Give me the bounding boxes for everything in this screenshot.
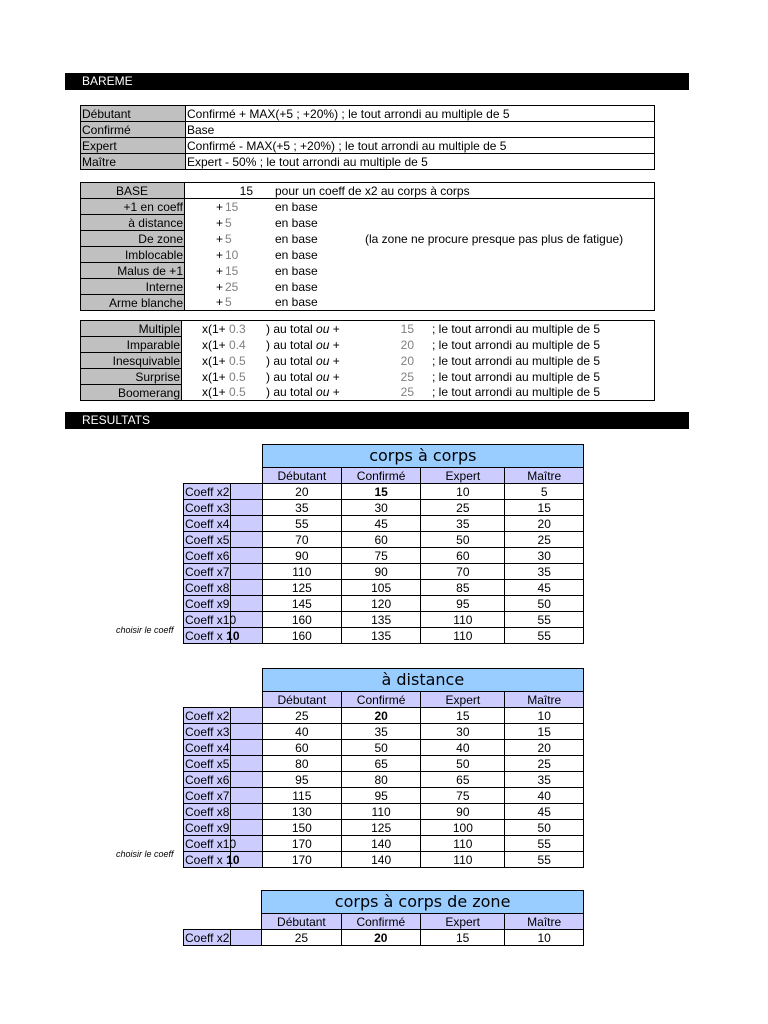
coeff-label: Coeff x2 xyxy=(184,930,262,946)
level-label: Expert xyxy=(81,138,186,154)
column-header: Expert xyxy=(421,692,505,708)
table-row xyxy=(81,353,655,369)
cell-value: 60 xyxy=(262,740,341,756)
base-note: pour un coeff de x2 au corps à corps xyxy=(263,183,655,199)
cell-value: 70 xyxy=(421,564,505,580)
cell-value: 35 xyxy=(505,564,584,580)
cell-value: 65 xyxy=(421,772,505,788)
coeff-label: Coeff x10 xyxy=(184,612,263,628)
cell-value: 90 xyxy=(421,804,505,820)
table-header-row xyxy=(184,914,584,930)
coeff-label: Coeff x2 xyxy=(184,708,263,724)
multiplier-rest: ; le tout arrondi au multiple de 5 xyxy=(432,321,601,336)
cell-value: 130 xyxy=(262,804,341,820)
column-header: Expert xyxy=(420,914,504,930)
table-title-row xyxy=(184,669,584,692)
results-table xyxy=(183,444,584,644)
cell-value: 30 xyxy=(505,548,584,564)
column-header: Débutant xyxy=(262,468,341,484)
modifier-value: 15 xyxy=(225,199,239,214)
cell-value: 60 xyxy=(421,548,505,564)
cell-value: 45 xyxy=(341,516,420,532)
cell-value: 75 xyxy=(341,548,420,564)
level-label: Débutant xyxy=(81,106,186,122)
multiplier-total: 20 xyxy=(400,337,414,352)
table-title-row xyxy=(184,891,584,914)
cell-value: 10 xyxy=(421,484,505,500)
section-header-resultats: RESULTATS xyxy=(65,412,689,429)
table-row: Imblocable + 10 en base xyxy=(81,247,655,263)
table-row xyxy=(81,369,655,385)
cell-value: 140 xyxy=(341,836,420,852)
cell-value: 30 xyxy=(421,724,505,740)
cell-value: 10 xyxy=(505,930,584,946)
coeff-label: Coeff x6 xyxy=(184,772,263,788)
modifier-label: De zone xyxy=(81,231,185,247)
multiplier-prefix: x(1+ xyxy=(202,321,226,336)
cell-value: 110 xyxy=(421,628,505,644)
multiplier-mid: ) au total ou + xyxy=(266,353,340,368)
cell-value: 150 xyxy=(262,820,341,836)
cell-value: 40 xyxy=(421,740,505,756)
table-row: Interne + 25 en base xyxy=(81,279,655,295)
level-label: Maître xyxy=(81,154,186,170)
cell-value: 25 xyxy=(262,708,341,724)
table-row xyxy=(81,385,655,401)
coeff-label: Coeff x8 xyxy=(184,804,263,820)
base-label: BASE xyxy=(81,183,185,199)
results-table xyxy=(183,668,584,868)
cell-value: 70 xyxy=(262,532,341,548)
multiplier-factor: 0.3 xyxy=(229,321,246,336)
multiplier-rest: ; le tout arrondi au multiple de 5 xyxy=(432,337,601,352)
cell-value: 25 xyxy=(505,756,584,772)
cell-value: 35 xyxy=(421,516,505,532)
multiplier-mid: ) au total ou + xyxy=(266,321,340,336)
cell-value: 25 xyxy=(262,930,341,946)
table-row xyxy=(184,484,584,500)
modifier-label: +1 en coeff xyxy=(81,199,185,215)
cell-value: 145 xyxy=(262,596,341,612)
modifier-label: Malus de +1 xyxy=(81,263,185,279)
table-row: à distance + 5 en base xyxy=(81,215,655,231)
table-row xyxy=(184,500,584,516)
table-row xyxy=(184,788,584,804)
coeff-label: Coeff x8 xyxy=(184,580,263,596)
choose-coeff-label: choisir le coeff xyxy=(116,849,174,859)
cell-value: 170 xyxy=(262,836,341,852)
cell-value: 95 xyxy=(262,772,341,788)
cell-value: 80 xyxy=(262,756,341,772)
multipliers-table xyxy=(80,320,655,401)
cell-value: 50 xyxy=(341,740,420,756)
multiplier-label: Imparable xyxy=(81,337,182,353)
multiplier-mid: ) au total ou + xyxy=(266,385,340,400)
column-header: Maître xyxy=(505,692,584,708)
table-row xyxy=(184,836,584,852)
table-row xyxy=(184,740,584,756)
cell-value: 110 xyxy=(341,804,420,820)
coeff-label: Coeff x4 xyxy=(184,740,263,756)
cell-value: 50 xyxy=(421,532,505,548)
cell-value: 35 xyxy=(505,772,584,788)
table-row: Malus de +1 + 15 en base xyxy=(81,263,655,279)
cell-value: 65 xyxy=(341,756,420,772)
column-header: Expert xyxy=(421,468,505,484)
cell-value: 25 xyxy=(505,532,584,548)
table-row xyxy=(81,106,655,122)
results-table xyxy=(183,890,584,946)
results-table-title: corps à corps de zone xyxy=(262,891,584,914)
table-row: De zone + 5 en base (la zone ne procure presque pas plus de fatigue) xyxy=(81,231,655,247)
cell-value: 20 xyxy=(341,708,420,724)
cell-value: 110 xyxy=(421,836,505,852)
column-header: Confirmé xyxy=(341,468,420,484)
cell-value: 120 xyxy=(341,596,420,612)
modifier-label: Arme blanche xyxy=(81,295,185,311)
coeff-label: Coeff x5 xyxy=(184,756,263,772)
cell-value: 15 xyxy=(341,484,420,500)
cell-value: 55 xyxy=(262,516,341,532)
cell-value: 35 xyxy=(262,500,341,516)
table-header-row xyxy=(184,468,584,484)
coeff-label: Coeff x7 xyxy=(184,564,263,580)
table-row xyxy=(184,724,584,740)
cell-value: 135 xyxy=(341,628,420,644)
cell-value: 20 xyxy=(262,484,341,500)
table-row xyxy=(184,516,584,532)
column-header: Confirmé xyxy=(341,914,420,930)
section-header-bareme: BAREME xyxy=(65,73,689,90)
cell-value: 60 xyxy=(341,532,420,548)
cell-value: 50 xyxy=(505,820,584,836)
multiplier-prefix: x(1+ xyxy=(202,385,226,400)
column-header: Maître xyxy=(505,468,584,484)
cell-value: 40 xyxy=(505,788,584,804)
results-table-title: corps à corps xyxy=(262,445,583,468)
zone-note: (la zone ne procure presque pas plus de fatigue) xyxy=(365,231,624,246)
cell-value: 95 xyxy=(421,596,505,612)
level-rule: Base xyxy=(186,122,655,138)
table-row xyxy=(184,596,584,612)
level-rule: Confirmé + MAX(+5 ; +20%) ; le tout arrondi au multiple de 5 xyxy=(186,106,655,122)
cell-value: 105 xyxy=(341,580,420,596)
cell-value: 20 xyxy=(505,516,584,532)
column-header: Maître xyxy=(505,914,584,930)
multiplier-prefix: x(1+ xyxy=(202,337,226,352)
multiplier-factor: 0.4 xyxy=(229,337,246,352)
table-title-row xyxy=(184,445,584,468)
cell-value: 85 xyxy=(421,580,505,596)
cell-value: 20 xyxy=(341,930,420,946)
column-header: Confirmé xyxy=(341,692,420,708)
results-table-title: à distance xyxy=(262,669,583,692)
cell-value: 75 xyxy=(421,788,505,804)
cell-value: 55 xyxy=(505,852,584,868)
cell-value: 125 xyxy=(262,580,341,596)
level-label: Confirmé xyxy=(81,122,186,138)
multiplier-label: Multiple xyxy=(81,321,182,337)
table-row xyxy=(81,321,655,337)
coeff-label: Coeff x4 xyxy=(184,516,263,532)
multiplier-factor: 0.5 xyxy=(229,385,246,400)
cell-value: 90 xyxy=(341,564,420,580)
cell-value: 55 xyxy=(505,836,584,852)
multiplier-factor: 0.5 xyxy=(229,353,246,368)
cell-value: 115 xyxy=(262,788,341,804)
coeff-label: Coeff x6 xyxy=(184,548,263,564)
base-value: 15 xyxy=(223,183,263,199)
multiplier-rest: ; le tout arrondi au multiple de 5 xyxy=(432,385,601,400)
cell-value: 55 xyxy=(505,612,584,628)
cell-value: 135 xyxy=(341,612,420,628)
multiplier-factor: 0.5 xyxy=(229,369,246,384)
cell-value: 95 xyxy=(341,788,420,804)
coeff-label: Coeff x5 xyxy=(184,532,263,548)
modifier-value: 5 xyxy=(225,295,232,310)
cell-value: 15 xyxy=(505,500,584,516)
custom-coeff-cell[interactable]: Coeff x 10 xyxy=(184,852,263,868)
cell-value: 15 xyxy=(420,930,504,946)
cell-value: 100 xyxy=(421,820,505,836)
column-header: Débutant xyxy=(262,692,341,708)
modifier-value: 25 xyxy=(225,279,239,294)
multiplier-total: 15 xyxy=(400,321,414,336)
multiplier-prefix: x(1+ xyxy=(202,369,226,384)
table-row-custom xyxy=(184,852,584,868)
levels-table xyxy=(80,105,655,170)
table-row xyxy=(184,548,584,564)
cell-value: 160 xyxy=(262,612,341,628)
cell-value: 50 xyxy=(505,596,584,612)
base-table xyxy=(80,182,655,311)
cell-value: 110 xyxy=(262,564,341,580)
table-row xyxy=(184,564,584,580)
table-row xyxy=(184,580,584,596)
cell-value: 140 xyxy=(341,852,420,868)
table-row xyxy=(184,708,584,724)
multiplier-total: 20 xyxy=(400,353,414,368)
coeff-label: Coeff x3 xyxy=(184,724,263,740)
cell-value: 10 xyxy=(505,708,584,724)
custom-coeff-cell[interactable]: Coeff x 10 xyxy=(184,628,263,644)
cell-value: 170 xyxy=(262,852,341,868)
cell-value: 50 xyxy=(421,756,505,772)
table-row xyxy=(184,612,584,628)
coeff-label: Coeff x9 xyxy=(184,820,263,836)
table-row xyxy=(184,756,584,772)
multiplier-total: 25 xyxy=(400,385,414,400)
cell-value: 160 xyxy=(262,628,341,644)
choose-coeff-label: choisir le coeff xyxy=(116,625,174,635)
cell-value: 25 xyxy=(421,500,505,516)
coeff-label: Coeff x9 xyxy=(184,596,263,612)
multiplier-rest: ; le tout arrondi au multiple de 5 xyxy=(432,353,601,368)
cell-value: 5 xyxy=(505,484,584,500)
cell-value: 35 xyxy=(341,724,420,740)
multiplier-label: Boomerang xyxy=(81,385,182,401)
coeff-label: Coeff x2 xyxy=(184,484,263,500)
table-header-row xyxy=(184,692,584,708)
multiplier-label: Inesquivable xyxy=(81,353,182,369)
cell-value: 40 xyxy=(262,724,341,740)
cell-value: 110 xyxy=(421,852,505,868)
multiplier-total: 25 xyxy=(400,369,414,384)
modifier-value: 5 xyxy=(225,215,232,230)
cell-value: 125 xyxy=(341,820,420,836)
cell-value: 15 xyxy=(505,724,584,740)
table-row xyxy=(81,154,655,170)
multiplier-mid: ) au total ou + xyxy=(266,337,340,352)
cell-value: 55 xyxy=(505,628,584,644)
table-row-custom xyxy=(184,628,584,644)
cell-value: 110 xyxy=(421,612,505,628)
table-row xyxy=(81,183,655,199)
table-row xyxy=(184,772,584,788)
multiplier-prefix: x(1+ xyxy=(202,353,226,368)
modifier-label: Imblocable xyxy=(81,247,185,263)
level-rule: Confirmé - MAX(+5 ; +20%) ; le tout arrondi au multiple de 5 xyxy=(186,138,655,154)
modifier-value: 5 xyxy=(225,231,232,246)
table-row: Arme blanche + 5 en base xyxy=(81,295,655,311)
cell-value: 80 xyxy=(341,772,420,788)
modifier-label: à distance xyxy=(81,215,185,231)
cell-value: 90 xyxy=(262,548,341,564)
modifier-label: Interne xyxy=(81,279,185,295)
multiplier-label: Surprise xyxy=(81,369,182,385)
custom-coeff-value: 10 xyxy=(226,852,240,867)
cell-value: 20 xyxy=(505,740,584,756)
coeff-label: Coeff x10 xyxy=(184,836,263,852)
cell-value: 45 xyxy=(505,580,584,596)
cell-value: 45 xyxy=(505,804,584,820)
modifier-value: 10 xyxy=(225,247,239,262)
coeff-label: Coeff x3 xyxy=(184,500,263,516)
level-rule: Expert - 50% ; le tout arrondi au multiple de 5 xyxy=(186,154,655,170)
custom-coeff-value: 10 xyxy=(226,628,240,643)
table-row xyxy=(184,804,584,820)
cell-value: 15 xyxy=(421,708,505,724)
table-row xyxy=(184,532,584,548)
table-row: +1 en coeff + 15 en base xyxy=(81,199,655,215)
table-row xyxy=(184,930,584,946)
modifier-value: 15 xyxy=(225,263,239,278)
column-header: Débutant xyxy=(262,914,341,930)
table-row xyxy=(184,820,584,836)
coeff-label: Coeff x7 xyxy=(184,788,263,804)
multiplier-rest: ; le tout arrondi au multiple de 5 xyxy=(432,369,601,384)
multiplier-mid: ) au total ou + xyxy=(266,369,340,384)
table-row xyxy=(81,122,655,138)
table-row xyxy=(81,337,655,353)
cell-value: 30 xyxy=(341,500,420,516)
table-row xyxy=(81,138,655,154)
